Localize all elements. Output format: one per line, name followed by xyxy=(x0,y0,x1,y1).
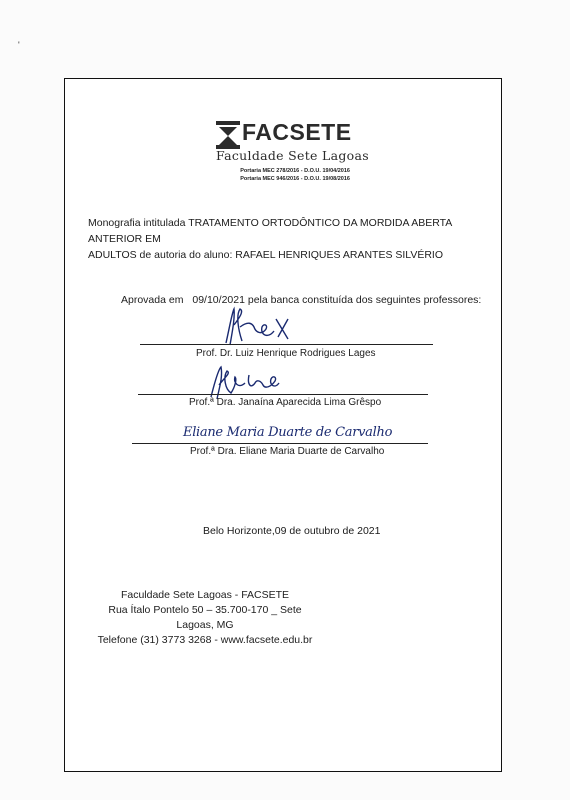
professor-name-1: Prof. Dr. Luiz Henrique Rodrigues Lages xyxy=(196,348,376,359)
scan-speck: ' xyxy=(18,40,20,50)
portaria-line-2: Portaria MEC 946/2016 - D.O.U. 19/08/2016 xyxy=(240,176,350,182)
logo-subtitle: Faculdade Sete Lagoas xyxy=(216,148,369,163)
signature-line-1 xyxy=(140,344,433,345)
portaria-line-1: Portaria MEC 278/2016 - D.O.U. 19/04/2016 xyxy=(240,168,350,174)
logo-name: FACSETE xyxy=(242,119,352,145)
author-name: RAFAEL HENRIQUES ARANTES SILVÉRIO xyxy=(235,249,444,261)
footer xyxy=(0,588,570,648)
professor-name-2: Prof.ª Dra. Janaína Aparecida Lima Grêspo xyxy=(189,397,382,408)
footer-contact: Telefone (31) 3773 3268 - www.facsete.edu.br xyxy=(97,634,313,646)
facsete-emblem-icon xyxy=(216,121,240,149)
footer-institution: Faculdade Sete Lagoas - FACSETE xyxy=(120,589,290,601)
professor-name-3: Prof.ª Dra. Eliane Maria Duarte de Carvalho xyxy=(190,446,385,457)
monograph-statement xyxy=(88,215,488,263)
approval-line xyxy=(121,294,481,306)
footer-address: Rua Ítalo Pontelo 50 – 35.700-170 _ Sete Lagoas, MG xyxy=(108,604,302,631)
authorship-text: de autoria do aluno: xyxy=(139,249,233,261)
approved-date: 09/10/2021 xyxy=(192,294,245,306)
signature-line-3 xyxy=(132,443,428,444)
intro-text: Monografia intitulada xyxy=(88,217,186,229)
approved-label: Aprovada em xyxy=(121,294,184,306)
facsete-logo xyxy=(216,118,369,188)
monograph-title-1: TRATAMENTO ORTODÔNTICO DA MORDIDA ABERTA ANTERIOR EM xyxy=(88,217,452,245)
place-and-date: Belo Horizonte,09 de outubro de 2021 xyxy=(203,525,381,537)
approved-rest: pela banca constituída dos seguintes professores: xyxy=(247,294,482,306)
monograph-title-2: ADULTOS xyxy=(88,249,137,261)
signature-3: Eliane Maria Duarte de Carvalho xyxy=(183,425,393,440)
signature-line-2 xyxy=(138,394,428,395)
